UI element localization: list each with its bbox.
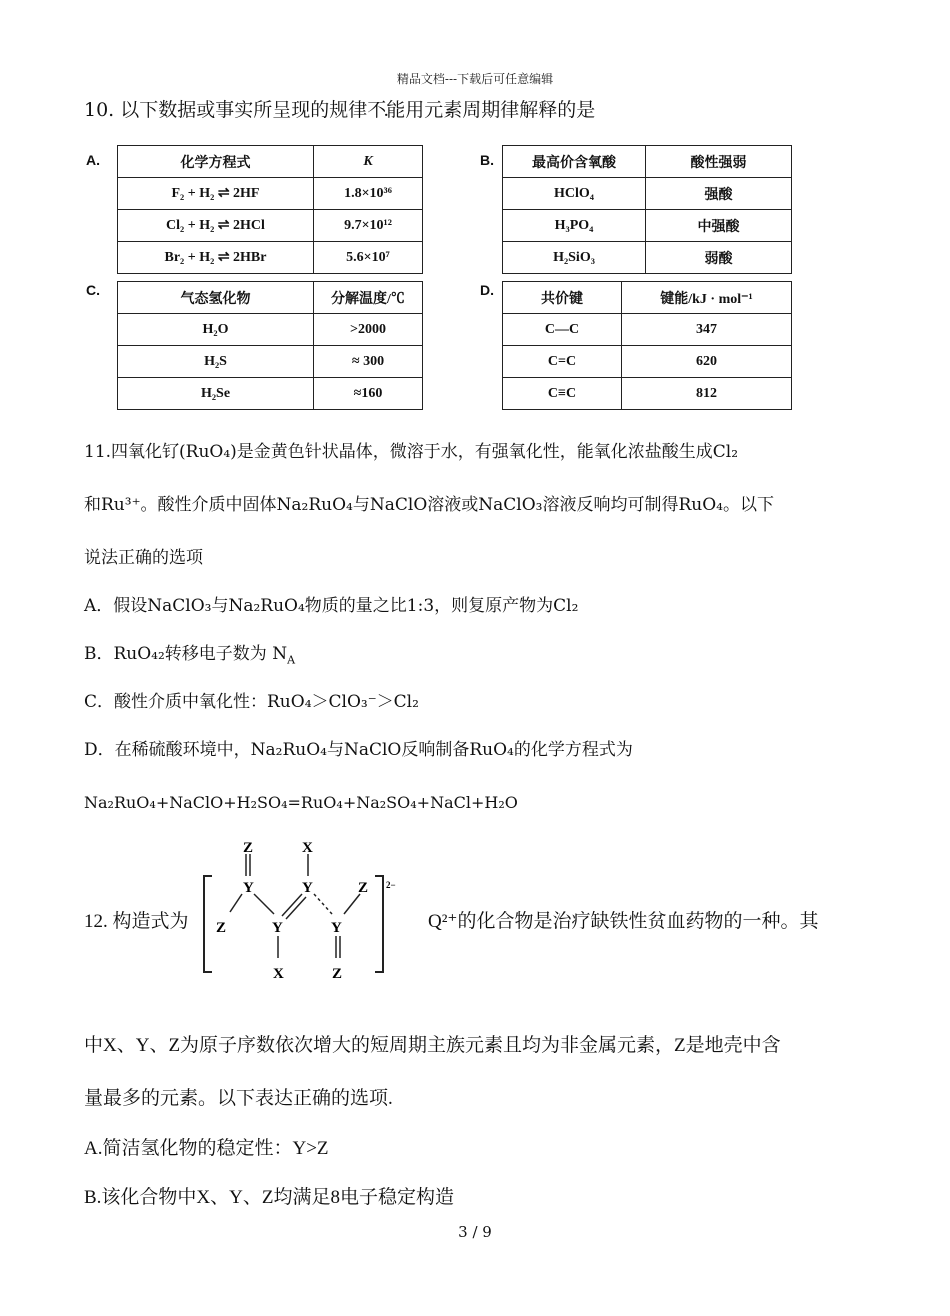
- q10-stem: [84, 95, 595, 122]
- q12-option-a: A.简洁氢化物的稳定性：Y>Z: [84, 1138, 329, 1159]
- q11-line-2: 和Ru³⁺。酸性介质中固体Na₂RuO₄与NaClO溶液或NaClO₃溶液反响均可制得RuO₄。以下: [84, 495, 774, 515]
- atom-y: Y: [243, 880, 254, 896]
- table-cell: C—C: [503, 314, 622, 346]
- table-cell: H₂SiO₃: [503, 242, 646, 274]
- atom-y: Y: [331, 920, 342, 936]
- page-header: 精品文档---下载后可任意编辑: [396, 72, 554, 86]
- table-cell: H₂Se: [118, 378, 314, 410]
- q11-line-1: 11.四氧化钌(RuO₄)是金黄色针状晶体，微溶于水，有强氧化性，能氧化浓盐酸生成Cl₂: [84, 442, 739, 462]
- atom-z: Z: [243, 840, 254, 856]
- q11-option-d: D．在稀硫酸环境中，Na₂RuO₄与NaClO反响制备RuO₄的化学方程式为: [84, 740, 633, 760]
- table-cell: 中强酸: [646, 210, 792, 242]
- table-header: 气态氢化物: [118, 282, 314, 314]
- q10-option-b-label: B.: [480, 152, 494, 168]
- bond-y-z: [230, 894, 242, 912]
- q11-option-c: C．酸性介质中氧化性：RuO₄＞ClO₃⁻＞Cl₂: [84, 692, 419, 712]
- table-header: 共价键: [503, 282, 622, 314]
- table-cell: 弱酸: [646, 242, 792, 274]
- table-cell: H₂S: [118, 346, 314, 378]
- q10-stem-before: 以下数据或事实所呈现的规律: [120, 99, 368, 121]
- q10-option-d-label: D.: [480, 282, 494, 298]
- q10-option-c-label: C.: [86, 282, 100, 298]
- q12-prefix: 12. 构造式为: [84, 911, 189, 932]
- table-header: 最高价含氧酸: [503, 146, 646, 178]
- bond-y-y-dashed: [314, 894, 332, 914]
- table-cell: 强酸: [646, 178, 792, 210]
- atom-y: Y: [272, 920, 283, 936]
- table-cell: Cl₂ + H₂ ⇌ 2HCl: [118, 210, 314, 242]
- q12-line-3: 量最多的元素。以下表达正确的选项.: [84, 1088, 393, 1109]
- table-cell: HClO₄: [503, 178, 646, 210]
- table-cell: C=C: [503, 346, 622, 378]
- q11-option-b-subscript: A: [287, 653, 296, 667]
- q11-option-b-text: B．RuO₄₂转移电子数为 N: [84, 644, 288, 664]
- q10-table-b: [502, 145, 792, 274]
- atom-x: X: [273, 966, 284, 982]
- atom-z: Z: [332, 966, 343, 982]
- bond-y-z: [344, 894, 360, 914]
- table-cell: 9.7×10¹²: [314, 210, 423, 242]
- q11-option-b: [84, 646, 295, 665]
- table-cell: 812: [622, 378, 792, 410]
- table-cell: 620: [622, 346, 792, 378]
- q10-number: 10.: [84, 99, 115, 121]
- q11-line-3: 说法正确的选项: [84, 548, 203, 568]
- q10-option-a-label: A.: [86, 152, 100, 168]
- right-bracket: [375, 876, 383, 972]
- table-cell: 347: [622, 314, 792, 346]
- left-bracket: [204, 876, 212, 972]
- table-cell: Br₂ + H₂ ⇌ 2HBr: [118, 242, 314, 274]
- q10-table-d: [502, 281, 792, 410]
- q10-table-a: [117, 145, 423, 274]
- table-cell: ≈160: [314, 378, 423, 410]
- table-cell: F₂ + H₂ ⇌ 2HF: [118, 178, 314, 210]
- q12-line-2: 中X、Y、Z为原子序数依次增大的短周期主族元素且均为非金属元素，Z是地壳中含: [84, 1035, 781, 1056]
- q10-stem-after: 用元素周期律解释的是: [405, 99, 596, 121]
- q12-suffix: Q²⁺的化合物是治疗缺铁性贫血药物的一种。其: [428, 911, 819, 932]
- q10-emphasis: 不能: [367, 99, 406, 121]
- table-header: K: [314, 146, 423, 178]
- bond-y-y: [254, 894, 274, 914]
- q12-option-b: B.该化合物中X、Y、Z均满足8电子稳定构造: [84, 1187, 454, 1208]
- table-cell: >2000: [314, 314, 423, 346]
- table-cell: 1.8×10³⁶: [314, 178, 423, 210]
- table-cell: ≈ 300: [314, 346, 423, 378]
- q10-table-c: [117, 281, 423, 410]
- q11-option-a: A．假设NaClO₃与Na₂RuO₄物质的量之比1:3，则复原产物为Cl₂: [84, 596, 579, 616]
- ion-charge: 2−: [386, 880, 396, 890]
- atom-z: Z: [358, 880, 369, 896]
- q12-structure-diagram: [198, 836, 408, 982]
- q11-option-d-equation: Na₂RuO₄+NaClO+H₂SO₄=RuO₄+Na₂SO₄+NaCl+H₂O: [84, 793, 518, 812]
- table-header: 分解温度/℃: [314, 282, 423, 314]
- table-cell: C≡C: [503, 378, 622, 410]
- table-cell: H₂O: [118, 314, 314, 346]
- atom-z: Z: [216, 920, 227, 936]
- table-cell: H₃PO₄: [503, 210, 646, 242]
- page-number: 3 / 9: [458, 1223, 492, 1241]
- atom-y: Y: [302, 880, 313, 896]
- table-header: 化学方程式: [118, 146, 314, 178]
- table-header: 键能/kJ · mol⁻¹: [622, 282, 792, 314]
- atom-x: X: [302, 840, 313, 856]
- table-header: 酸性强弱: [646, 146, 792, 178]
- table-cell: 5.6×10⁷: [314, 242, 423, 274]
